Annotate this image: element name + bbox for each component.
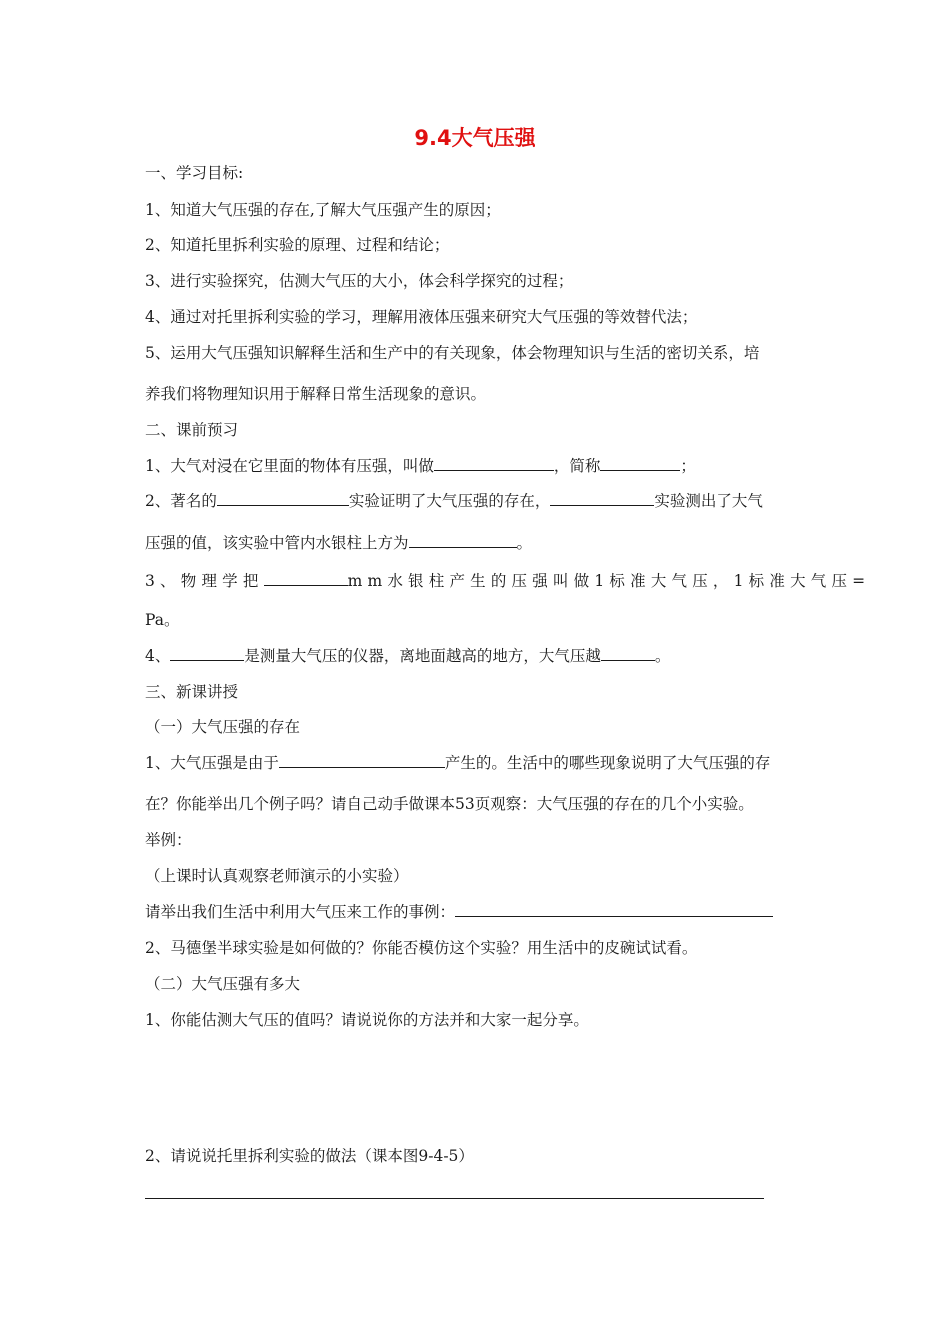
q4-text-b: 是测量大气压的仪器，离地面越高的地方，大气压越 — [244, 647, 601, 665]
preview-question-4 — [145, 645, 670, 667]
objective-5: 5、运用大气压强知识解释生活和生产中的有关现象，体会物理知识与生活的密切关系，培 — [145, 344, 760, 362]
lesson-question-1-continued: 在？你能举出几个例子吗？请自己动手做课本53页观察：大气压强的存在的几个小实验。 — [145, 795, 754, 813]
objective-2: 2、知道托里拆利实验的原理、过程和结论； — [145, 236, 450, 254]
life-examples-prompt — [145, 901, 773, 923]
demo-note: （上课时认真观察老师演示的小实验） — [145, 867, 409, 885]
objective-5-continued: 养我们将物理知识用于解释日常生活现象的意识。 — [145, 385, 487, 403]
q1-text-b: ，简称 — [553, 457, 601, 475]
p1-text-a: 1、大气压强是由于 — [145, 754, 279, 772]
answer-blank[interactable] — [550, 490, 654, 506]
lesson-question-1 — [145, 752, 770, 774]
answer-blank[interactable] — [434, 455, 554, 471]
answer-blank[interactable] — [409, 532, 517, 548]
preview-question-3 — [145, 570, 870, 592]
q3-text-b: mm水银柱产生的压强叫做1标准大气压，1标准大气压= — [347, 572, 871, 590]
preview-question-1 — [145, 455, 696, 477]
answer-line[interactable] — [145, 1198, 764, 1199]
answer-blank[interactable] — [217, 490, 349, 506]
preview-question-3-continued: Pa。 — [145, 611, 180, 629]
q3-text-a: 3、物理学把 — [145, 572, 264, 590]
section-1-heading: 一、学习目标: — [145, 164, 244, 182]
lesson-question-2: 2、马德堡半球实验是如何做的？你能否模仿这个实验？用生活中的皮碗试试看。 — [145, 939, 698, 957]
p1f-text: 请举出我们生活中利用大气压来工作的事例： — [145, 903, 456, 921]
subsection-1-heading: （一）大气压强的存在 — [145, 718, 301, 736]
objective-1: 1、知道大气压强的存在,了解大气压强产生的原因； — [145, 201, 501, 219]
section-2-heading: 二、课前预习 — [145, 421, 239, 439]
q2-text-e: 。 — [516, 534, 533, 552]
answer-blank[interactable] — [601, 645, 655, 661]
preview-question-2-continued — [145, 532, 532, 554]
q2-text-b: 实验证明了大气压强的存在， — [348, 492, 551, 510]
answer-blank[interactable] — [279, 752, 445, 768]
q4-text-c: 。 — [654, 647, 671, 665]
answer-blank[interactable] — [455, 901, 773, 917]
estimate-question: 1、你能估测大气压的值吗？请说说你的方法并和大家一起分享。 — [145, 1011, 589, 1029]
q1-text-a: 1、大气对浸在它里面的物体有压强，叫做 — [145, 457, 434, 475]
q1-text-c: ； — [680, 457, 696, 475]
q2-text-d: 压强的值，该实验中管内水银柱上方为 — [145, 534, 409, 552]
q4-text-a: 4、 — [145, 647, 171, 665]
objective-3: 3、进行实验探究，估测大气压的大小，体会科学探究的过程； — [145, 272, 574, 290]
q2-text-c: 实验测出了大气 — [654, 492, 763, 510]
example-label: 举例： — [145, 831, 192, 849]
section-3-heading: 三、新课讲授 — [145, 683, 239, 701]
q2-text-a: 2、著名的 — [145, 492, 217, 510]
subsection-2-heading: （二）大气压强有多大 — [145, 975, 301, 993]
answer-blank[interactable] — [600, 455, 680, 471]
answer-blank[interactable] — [264, 570, 348, 586]
page-title: 9.4大气压强 — [414, 126, 536, 150]
preview-question-2 — [145, 490, 763, 512]
torricelli-question: 2、请说说托里拆利实验的做法（课本图9-4-5） — [145, 1147, 474, 1165]
answer-blank[interactable] — [170, 645, 244, 661]
p1-text-b: 产生的。生活中的哪些现象说明了大气压强的存 — [444, 754, 771, 772]
objective-4: 4、通过对托里拆利实验的学习，理解用液体压强来研究大气压强的等效替代法； — [145, 308, 698, 326]
